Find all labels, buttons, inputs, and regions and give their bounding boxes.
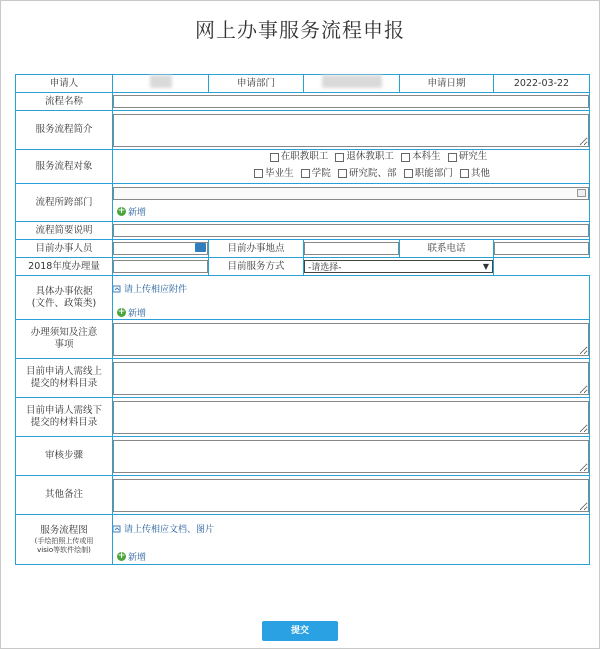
current-location-input[interactable] xyxy=(304,242,399,255)
service-mode-label: 目前服务方式 xyxy=(209,258,304,276)
plus-icon: + xyxy=(117,206,126,216)
submit-button[interactable]: 提交 xyxy=(262,621,338,641)
basis-label: 具体办事依据 (文件、政策类) xyxy=(16,276,113,320)
plus-icon: + xyxy=(117,306,126,317)
brief-desc-label: 流程简要说明 xyxy=(16,222,113,240)
other-notes-label: 其他备注 xyxy=(16,476,113,515)
brief-desc-input[interactable] xyxy=(113,224,589,237)
user-picker-icon[interactable] xyxy=(195,243,206,252)
review-steps-textarea[interactable] xyxy=(113,440,589,473)
upload-attachment-link[interactable]: 请上传相应附件 xyxy=(113,282,187,295)
phone-label: 联系电话 xyxy=(400,240,494,258)
cross-dept-input[interactable] xyxy=(113,187,589,200)
cross-dept-label: 流程所跨部门 xyxy=(16,184,113,222)
upload-icon xyxy=(113,525,122,533)
add-basis-link[interactable]: + 新增 xyxy=(117,306,147,319)
target-checkbox[interactable]: 其他 xyxy=(460,167,490,181)
current-location-label: 目前办事地点 xyxy=(209,240,304,258)
add-dept-link[interactable]: + 新增 xyxy=(117,206,147,218)
online-materials-textarea[interactable] xyxy=(113,362,589,395)
current-staff-label: 目前办事人员 xyxy=(16,240,113,258)
service-mode-select[interactable]: -请选择- ▼ xyxy=(304,260,493,273)
dept-value xyxy=(304,75,400,93)
review-steps-label: 审核步骤 xyxy=(16,437,113,476)
annual-volume-label: 2018年度办理量 xyxy=(16,258,113,276)
process-target-label: 服务流程对象 xyxy=(16,150,113,184)
target-checkbox[interactable]: 退休教职工 xyxy=(335,150,394,164)
org-picker-icon[interactable] xyxy=(577,189,586,197)
offline-materials-textarea[interactable] xyxy=(113,401,589,434)
dept-label: 申请部门 xyxy=(209,75,304,93)
target-checkbox[interactable]: 本科生 xyxy=(401,150,441,164)
applicant-value xyxy=(113,75,209,93)
target-checkbox[interactable]: 职能部门 xyxy=(404,167,453,181)
target-checkbox[interactable]: 研究院、部 xyxy=(338,167,397,181)
upload-icon xyxy=(113,285,122,293)
target-checkbox[interactable]: 研究生 xyxy=(448,150,488,164)
target-checkbox[interactable]: 毕业生 xyxy=(254,167,294,181)
annual-volume-input[interactable] xyxy=(113,260,208,273)
phone-input[interactable] xyxy=(494,242,589,255)
process-name-input[interactable] xyxy=(113,95,589,108)
process-intro-label: 服务流程简介 xyxy=(16,111,113,150)
process-intro-textarea[interactable] xyxy=(113,114,589,147)
plus-icon: + xyxy=(117,550,126,561)
other-notes-textarea[interactable] xyxy=(113,479,589,512)
offline-materials-label: 目前申请人需线下 提交的材料目录 xyxy=(16,398,113,437)
page-title: 网上办事服务流程申报 xyxy=(195,18,405,42)
date-value: 2022-03-22 xyxy=(494,75,590,93)
chevron-down-icon: ▼ xyxy=(482,262,489,271)
diagram-label: 服务流程图 (手绘拍照上传或用 visio等软件绘制) xyxy=(16,515,113,565)
target-checkbox[interactable]: 在职教职工 xyxy=(270,150,329,164)
notice-textarea[interactable] xyxy=(113,323,589,356)
add-diagram-link[interactable]: + 新增 xyxy=(117,550,147,563)
upload-doc-link[interactable]: 请上传相应文档、图片 xyxy=(113,522,214,535)
date-label: 申请日期 xyxy=(400,75,494,93)
application-form xyxy=(15,74,590,565)
notice-label: 办理须知及注意 事项 xyxy=(16,320,113,359)
current-staff-input[interactable] xyxy=(113,242,208,255)
online-materials-label: 目前申请人需线上 提交的材料目录 xyxy=(16,359,113,398)
process-name-label: 流程名称 xyxy=(16,93,113,111)
applicant-label: 申请人 xyxy=(16,75,113,93)
target-checkbox[interactable]: 学院 xyxy=(301,167,331,181)
